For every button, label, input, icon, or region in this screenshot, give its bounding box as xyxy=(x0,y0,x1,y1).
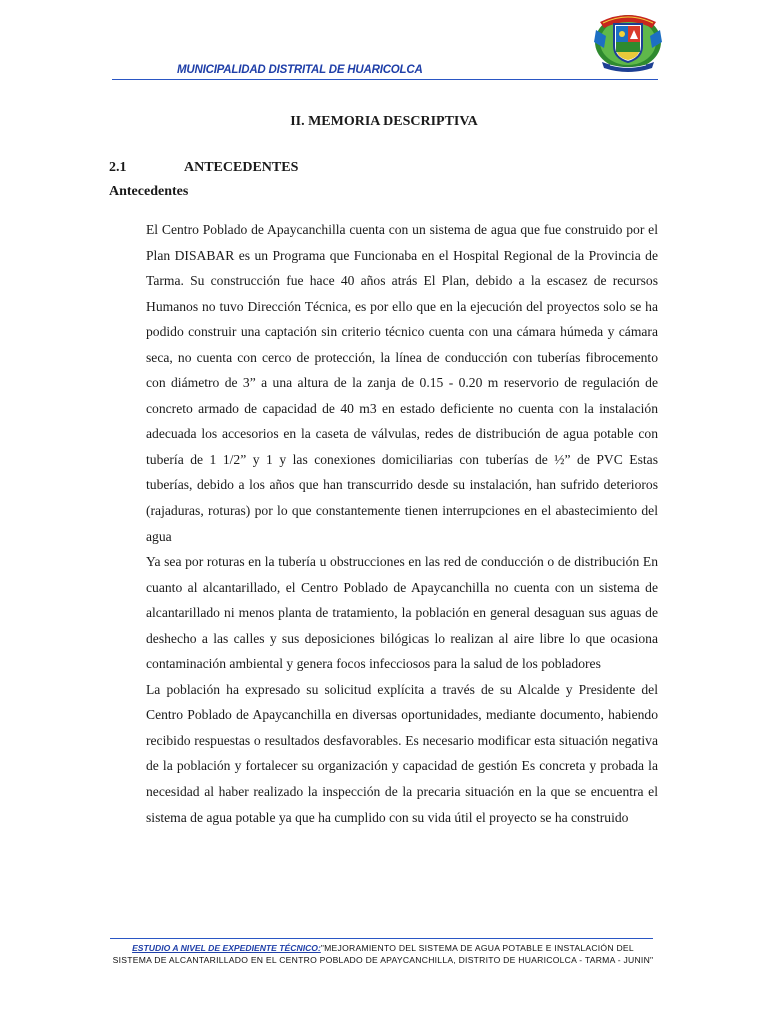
header-title: MUNICIPALIDAD DISTRITAL DE HUARICOLCA xyxy=(177,64,423,76)
subsection-heading xyxy=(109,160,298,176)
footer-divider xyxy=(110,938,653,939)
subsection-title: ANTECEDENTES xyxy=(184,160,299,175)
paragraph: El Centro Poblado de Apaycanchilla cuenta con un sistema de agua que fue construido por el Plan DISABAR es un Programa que Funcionaba en el Hospital Regional de la Provincia de Tarma. Su construcción fue hace 40 años atrás El Plan, debido a la escasez de recursos Humanos no tuvo Dirección Técnica, es por ello que en la ejecución del proyectos solo se ha podido construir una captación sin criterio técnico cuenta con una cámara húmeda y cámara seca, no cuenta con cerco de protección, la línea de conducción con tuberías fibrocemento con diámetro de 3” a una altura de la zanja de 0.15 - 0.20 m reservorio de regulación de concreto armado de capacidad de 40 m3 en estado deficiente no cuenta con la instalación adecuada los accesorios en la caseta de válvulas, redes de distribución de agua potable con tubería de 1 1/2” y 1 y las conexiones domiciliarias con tuberías de ½” de PVC Estas tuberías, debido a los años que han transcurrido desde su instalación, han sufrido deterioros (rajaduras, roturas) por lo que constantemente tienen interrupciones en el abastecimiento del agua xyxy=(146,222,658,544)
footer xyxy=(112,943,654,966)
header-divider xyxy=(112,79,658,80)
footer-lead: ESTUDIO A NIVEL DE EXPEDIENTE TÉCNICO: xyxy=(132,943,321,953)
section-title: II. MEMORIA DESCRIPTIVA xyxy=(290,114,478,129)
subheading: Antecedentes xyxy=(109,184,189,199)
paragraph: Ya sea por roturas en la tubería u obstrucciones en las red de conducción o de distribución En cuanto al alcantarillado, el Centro Poblado de Apaycanchilla no cuenta con un sistema de alcantarillado ni menos planta de tratamiento, la población en general desaguan sus aguas de deshecho a las calles y sus deposiciones bilógicas lo realizan al aire libre lo que ocasiona contaminación ambiental y genera focos infecciosos para la salud de los pobladores xyxy=(146,554,658,672)
footer-text: "MEJORAMIENTO DEL SISTEMA DE AGUA POTABLE E INSTALACIÓN DEL SISTEMA DE ALCANTARILLADO EN EL CENTRO POBLADO DE APAYCANCHILLA, DISTRITO DE HUARICOLCA - TARMA - JUNIN" xyxy=(112,943,654,965)
paragraph: La población ha expresado su solicitud explícita a través de su Alcalde y Presidente del Centro Poblado de Apaycanchilla en diversas oportunidades, mediante documento, habiendo recibido respuestas o resultados desfavorables. Es necesario modificar esta situación negativa de la población y fortalecer su organización y capacidad de gestión Es concreta y probada la necesidad al haber realizado la inspección de la precaria situación en la que se encuentra el sistema de agua potable ya que ha cumplido con su vida útil el proyecto se ha construido xyxy=(146,681,658,825)
body-text xyxy=(146,217,658,830)
subsection-number: 2.1 xyxy=(109,160,127,175)
municipal-coat-of-arms-icon xyxy=(590,8,666,74)
